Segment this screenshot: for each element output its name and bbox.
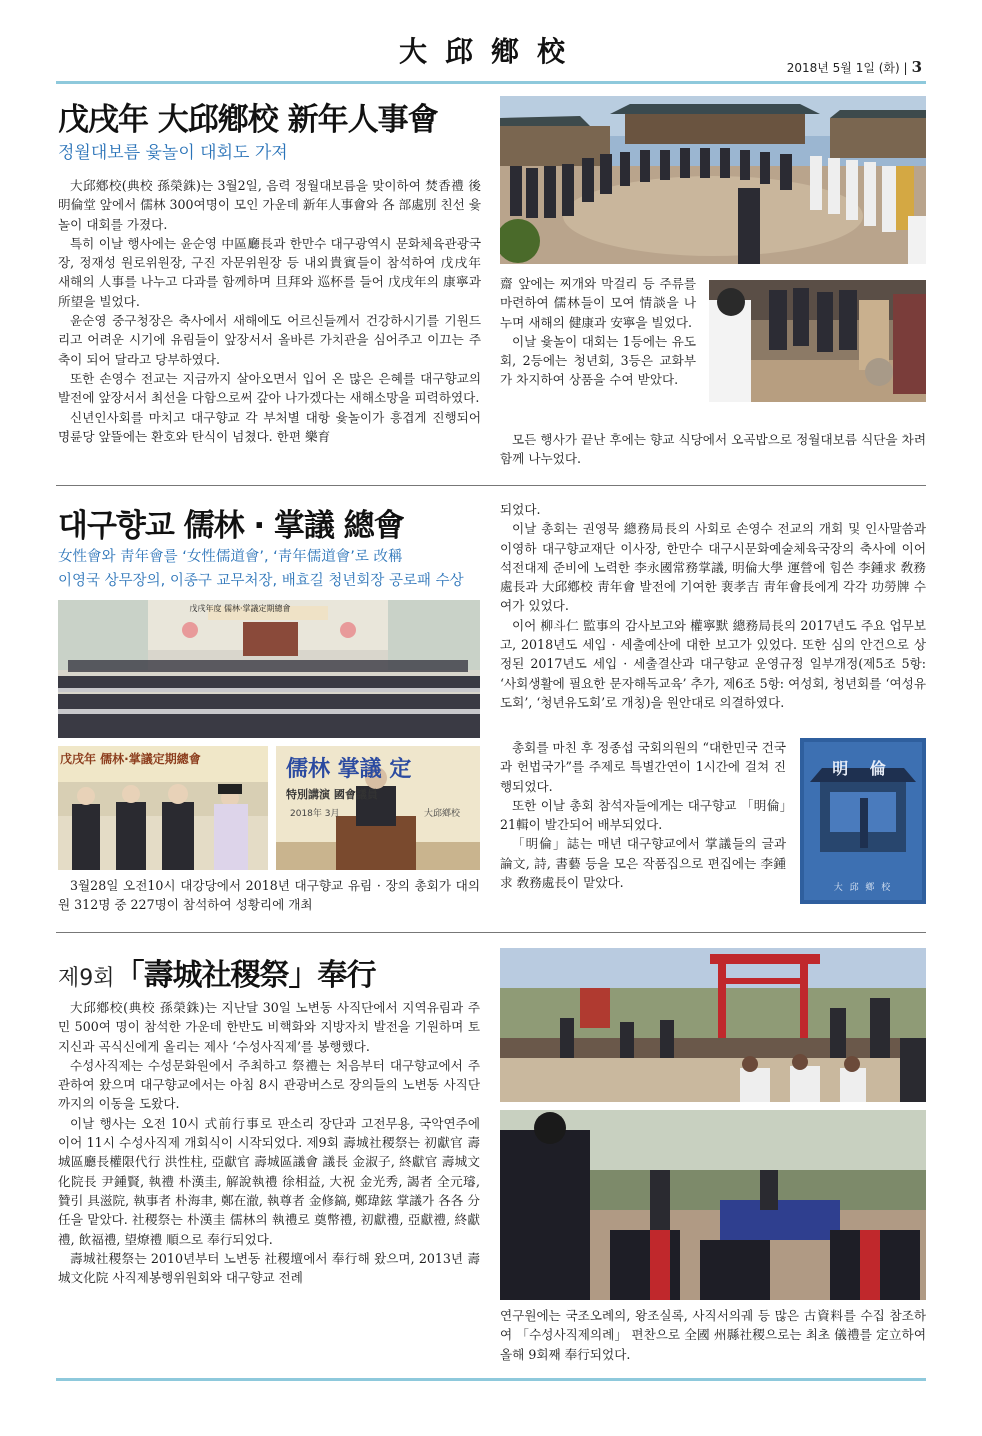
paragraph: 총회를 마친 후 정종섭 국회의원의 “대한민국 건국과 헌법국가”를 주제로 특별간연이 1시간에 걸쳐 진행되었다. [500,740,786,794]
article1-body-narrow [500,274,696,428]
ritual-officiants-photo [500,1110,926,1300]
header-rule [56,81,926,84]
paragraph: 大邱鄕校(典校 孫榮銖)는 3월2일, 음력 정월대보름을 맞이하여 焚香禮 後 明倫堂 앞에서 儒林 300여명이 모인 가운데 新年人事會와 各 部處別 친선 윷놀이 대회를 가졌다. [58,178,481,232]
headline-prefix: 제9회 [58,966,115,991]
article2-caption [58,876,480,918]
paragraph: 齋 앞에는 찌개와 막걸리 등 주류를 마련하여 儒林들이 모여 情談을 나누며 새해의 健康과 安寧을 빌었다. [500,276,696,330]
paragraph: 윤순영 중구청장은 축사에서 새해에도 어르신들께서 건강하시기를 기원드리고 어려운 시기에 유림들이 앞장서서 올바른 가치관을 심어주고 이끄는 주축이 되어 달라고 당부하였다. [58,313,481,367]
paragraph: 또한 이날 총회 참석자들에게는 대구향교 「明倫」21輯이 발간되어 배부되었다. [500,797,786,833]
article2-subtitle-2: 이영국 상무장의, 이종구 교무처장, 배효길 청년회장 공로패 수상 [58,573,464,589]
footer-rule [56,1378,926,1381]
masthead-title: 大邱鄕校 [398,35,583,68]
article2-subtitle-1: 女性會와 靑年會를 ‘女性儒道會’, ‘靑年儒道會’로 改稱 [58,549,403,565]
article2-body-narrow [500,738,786,918]
section-divider [56,932,926,933]
paragraph: 「明倫」誌는 매년 대구향교에서 掌議들의 글과 論文, 詩, 書藝 등을 모은 작품집으로 편집에는 李鍾求 敎務處長이 맡았다. [500,836,786,891]
article3-headline [58,950,376,994]
book-cover-org: 大 邱 鄕 校 [833,883,893,893]
article1-headline: 戊戌年 大邱鄕校 新年人事會 [58,102,438,138]
article2-body-right [500,500,926,736]
lecture-banner-title: 儒林 掌議 定 [286,756,412,782]
paragraph: 되었다. [500,502,541,517]
lecture-banner-sub: 特別講演 國會議員 [286,788,378,801]
paragraph: 이어 柳斗仁 監事의 감사보고와 權寧默 總務局長의 2017년도 주요 업무보고, 2018년도 세입 · 세출예산에 대한 보고가 있었다. 또한 심의 안건으로 상정된 2017년도 세입 · 세출결산과 대구향교 운영규정 일부개정(제5조 5항: ‘사회생활에 필요한 문자해독교육’ 추가, 제6조 5항: 여성회, 청년회를 ‘여성유도회’, ‘청년유도회’로 개칭)을 원안대로 의결하였다. [500,617,926,710]
paragraph: 모든 행사가 끝난 후에는 향교 식당에서 오곡밥으로 정월대보름 식단을 차려 함께 나누었다. [500,432,926,467]
yut-game-photo [709,280,926,402]
paragraph: 특히 이날 행사에는 윤순영 中區廳長과 한만수 대구광역시 문화체육관광국장, 정재성 원로위원장, 구진 자문위원장 등 내외貴賓들이 참석하여 戊戌年 새해의 人事를 나누고 다과를 함께하며 旦拜와 巡杯를 들어 戊戌年의 康寧과 所望을 빌었다. [58,235,481,309]
paragraph: 3월28일 오전10시 대강당에서 2018년 대구향교 유림 · 장의 총회가 대의원 312명 중 227명이 참석하여 성황리에 개최 [58,878,480,913]
issue-date: 2018년 5월 1일 (화) | [786,61,908,75]
lecture-banner-org: 大邱鄕校 [424,809,461,819]
article1-body-right [500,430,926,470]
page-number: 3 [911,58,922,76]
paragraph: 壽城社稷祭는 2010년부터 노변동 社稷壇에서 奉行해 왔으며, 2013년 壽城文化院 사직제봉행위원회와 대구향교 전례 [58,1250,480,1286]
hall-assembly-photo [58,600,480,738]
headline-main: 「壽城社稷祭」奉行 [114,958,376,993]
paragraph: 연구원에는 국조오례의, 왕조실록, 사직서의궤 등 많은 古資料를 수집 참조하여 「수성사직제의례」 편찬으로 全國 州縣社稷으로는 최초 儀禮를 定立하여 올해 9회째 奉行되었다. [500,1308,926,1362]
courtyard-ceremony-photo [500,96,926,264]
article1-subtitle: 정월대보름 윷놀이 대회도 가져 [58,143,288,163]
lecture-banner-date: 2018年 3月 [290,809,340,819]
article3-body-left [58,998,480,1364]
award-banner-text: 戊戌年 儒林·掌議定期總會 [60,752,201,766]
section-divider [56,485,926,486]
sajikdan-gate-photo [500,948,926,1102]
paragraph: 신년인사회를 마치고 대구향교 각 부처별 대항 윷놀이가 흥겹게 진행되어 명륜당 앞뜰에는 환호와 탄식이 넘쳤다. 한편 樂育 [58,409,481,444]
article3-body-right [500,1306,926,1366]
paragraph: 이날 윷놀이 대회는 1등에는 유도회, 2등에는 청년회, 3등은 교화부가 차지하여 상품을 수여 받았다. [500,333,696,388]
paragraph: 이날 행사는 오전 10시 式前行事로 판소리 장단과 고전무용, 국악연주에 이어 11시 수성사직제 개회식이 시작되었다. 제9회 壽城社稷祭는 初獻官 壽城區廳長權限代行 洪性柱, 亞獻官 壽城區議會 議長 金淑子, 終獻官 壽城文化院長 尹鍾賢, 執禮 朴漢圭, 解說執禮 徐相益, 大祝 金光秀, 謁者 全元璿, 贊引 具滋院, 執事者 朴海聿, 鄭在澈, 執尊者 金修鎬, 鄭瑋鉉 掌議가 各各 分任을 맡았다. 社稷祭는 朴漢圭 儒林의 執禮로 奠幣禮, 初獻禮, 亞獻禮, 終獻禮, 飮福禮, 望燎禮 順으로 奉行되었다. [58,1115,480,1247]
article1-body-left [58,176,481,472]
article2-headline: 대구향교 儒林 · 掌議 總會 [58,508,404,544]
paragraph: 수성사직제는 수성문화원에서 주최하고 祭禮는 처음부터 대구향교에서 주관하여 왔으며 대구향교에서는 아침 8시 관광버스로 장의들의 노변동 사직단까지의 이동을 도왔다. [58,1057,480,1112]
book-cover-title: 明 倫 [832,759,894,778]
paragraph: 이날 총회는 권영묵 總務局長의 사회로 손영수 전교의 개회 및 인사말씀과 이영하 대구향교재단 이사장, 한만수 대구시문화예술체육국장의 축사에 이어 석전대제 준비에 노력한 李永國常務掌議, 明倫大學 運營에 힘쓴 李鍾求 敎務處長과 大邱鄕校 靑年會 발전에 기여한 裵孝吉 靑年會長에게 각각 功勞牌 수여가 있었다. [500,521,926,614]
dateline [787,58,922,76]
paragraph: 大邱鄕校(典校 孫榮銖)는 지난달 30일 노변동 사직단에서 지역유림과 주민 500여 명이 참석한 가운데 한반도 비핵화와 지방자치 발전을 기원하며 토지신과 곡식신에게 올리는 제사 ‘수성사직제’를 봉행했다. [58,1000,480,1054]
hall-banner-text: 戊戌年度 儒林·掌議定期總會 [189,604,291,613]
paragraph: 또한 손영수 전교는 지금까지 살아오면서 입어 온 많은 은혜를 대구향교의 발전에 앞장서서 최선을 다함으로써 갚아 나가겠다는 새해소망을 피력하였다. [58,370,481,406]
